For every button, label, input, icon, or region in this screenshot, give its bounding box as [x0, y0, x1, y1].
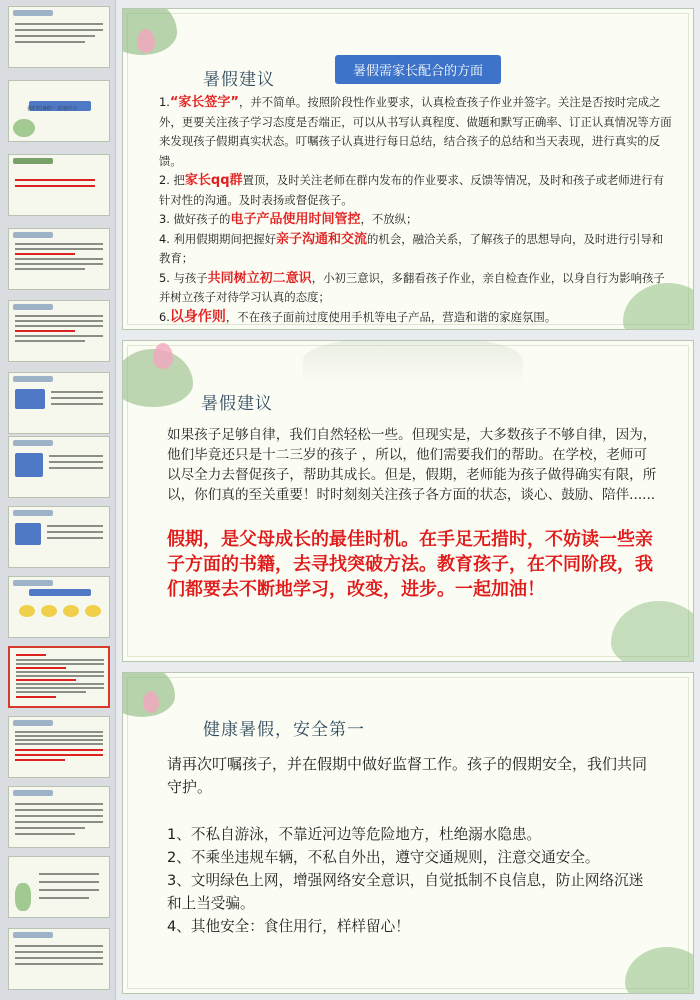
lotus-flower-decoration	[153, 343, 173, 369]
safety-list	[167, 823, 657, 938]
safety-item-1: 1、不私自游泳，不靠近河边等危险地方，杜绝溺水隐患。	[167, 826, 542, 843]
slide-thumbnail-14[interactable]	[8, 928, 110, 990]
slide-thumbnail-6[interactable]	[8, 372, 110, 434]
slide-thumbnail-8[interactable]	[8, 506, 110, 568]
slide-thumbnail-2[interactable]	[8, 80, 110, 142]
tip-item-2: 2. 把家长qq群置顶，及时关注老师在群内发布的作业要求、反馈等情况，及时和孩子或老师进行有针对性的沟通。及时表扬或督促孩子。	[159, 173, 664, 207]
tip-item-6: 6.以身作则，不在孩子面前过度使用手机等电子产品，营造和谐的家庭氛围。	[159, 308, 557, 325]
slide-thumbnail-12[interactable]	[8, 786, 110, 848]
lotus-leaf-decoration	[625, 947, 694, 994]
safety-item-4: 4、其他安全：食住用行，样样留心！	[167, 918, 410, 935]
slide-thumbnail-1[interactable]	[8, 6, 110, 68]
tip-item-5: 5. 与孩子共同树立初二意识，小初三意识，多翻看孩子作业，亲自检查作业，以身自行为影响孩子并树立孩子对待学习认真的态度；	[159, 270, 665, 304]
slide-2[interactable]	[122, 340, 694, 662]
parent-tips-list	[159, 93, 673, 327]
slide-thumbnail-5[interactable]	[8, 300, 110, 362]
thumb-title: 我们的暑假一意地结合	[27, 106, 78, 112]
slide-thumbnail-4[interactable]	[8, 228, 110, 290]
slide-thumbnail-7[interactable]	[8, 436, 110, 498]
slide-thumbnail-13[interactable]	[8, 856, 110, 918]
advice-paragraph: 如果孩子足够自律，我们自然轻松一些。但现实是，大多数孩子不够自律，因为，他们毕竟还只是十二三岁的孩子 ，所以，他们需要我们的帮助。在学校，老师可以尽全力去督促孩子，帮助其成长。但是，假期，老师能为孩子做得确实有限，所以，你们真的至关重要！时时刻刻关注孩子各方面的状态，谈心、鼓励、陪伴......	[167, 427, 657, 503]
tip-item-1: 1.“家长签字”，并不简单。按照阶段性作业要求，认真检查孩子作业并签字。关注是否按时完成之外，更要关注孩子学习态度是否端正，可以从书写认真程度、做题和默写正确率、订正认真情况等方面来发现孩子假期真实状态。叮嘱孩子认真进行每日总结，结合孩子的总结和当天表现，进行真实的反馈。	[159, 95, 672, 168]
slide-thumbnail-11[interactable]	[8, 716, 110, 778]
slide-title: 健康暑假，安全第一	[203, 720, 365, 740]
safety-intro: 请再次叮嘱孩子，并在假期中做好监督工作。孩子的假期安全，我们共同守护。	[167, 755, 648, 796]
emphasis-paragraph: 假期，是父母成长的最佳时机。在手足无措时，不妨读一些亲子方面的书籍，去寻找突破方法。教育孩子，在不同阶段，我们都要去不断地学习，改变，进步。一起加油！	[167, 529, 653, 600]
mountain-decoration	[303, 340, 523, 385]
slide-thumbnail-3[interactable]	[8, 154, 110, 216]
thumb-header	[13, 10, 53, 16]
slide-title: 暑假建议	[203, 70, 275, 90]
slide-1[interactable]	[122, 8, 694, 330]
safety-item-2: 2、不乘坐违规车辆，不私自外出，遵守交通规则，注意交通安全。	[167, 849, 600, 866]
slide-thumbnail-panel[interactable]	[0, 0, 116, 1000]
section-tag: 暑假需家长配合的方面	[335, 55, 501, 84]
lotus-flower-decoration	[143, 691, 159, 713]
safety-item-3: 3、文明绿色上网，增强网络安全意识，自觉抵制不良信息，防止网络沉迷 和上当受骗。	[167, 872, 644, 912]
slide-3[interactable]	[122, 672, 694, 994]
slide-thumbnail-10[interactable]	[8, 646, 110, 708]
tip-item-4: 4. 利用假期期间把握好亲子沟通和交流的机会，融洽关系，了解孩子的思想导向，及时进行引导和教育；	[159, 231, 664, 265]
slide-thumbnail-9[interactable]	[8, 576, 110, 638]
lotus-leaf-decoration	[611, 601, 694, 662]
lotus-flower-decoration	[137, 29, 155, 53]
tip-item-3: 3. 做好孩子的电子产品使用时间管控，不放纵；	[159, 212, 418, 227]
slide-title: 暑假建议	[201, 394, 273, 414]
